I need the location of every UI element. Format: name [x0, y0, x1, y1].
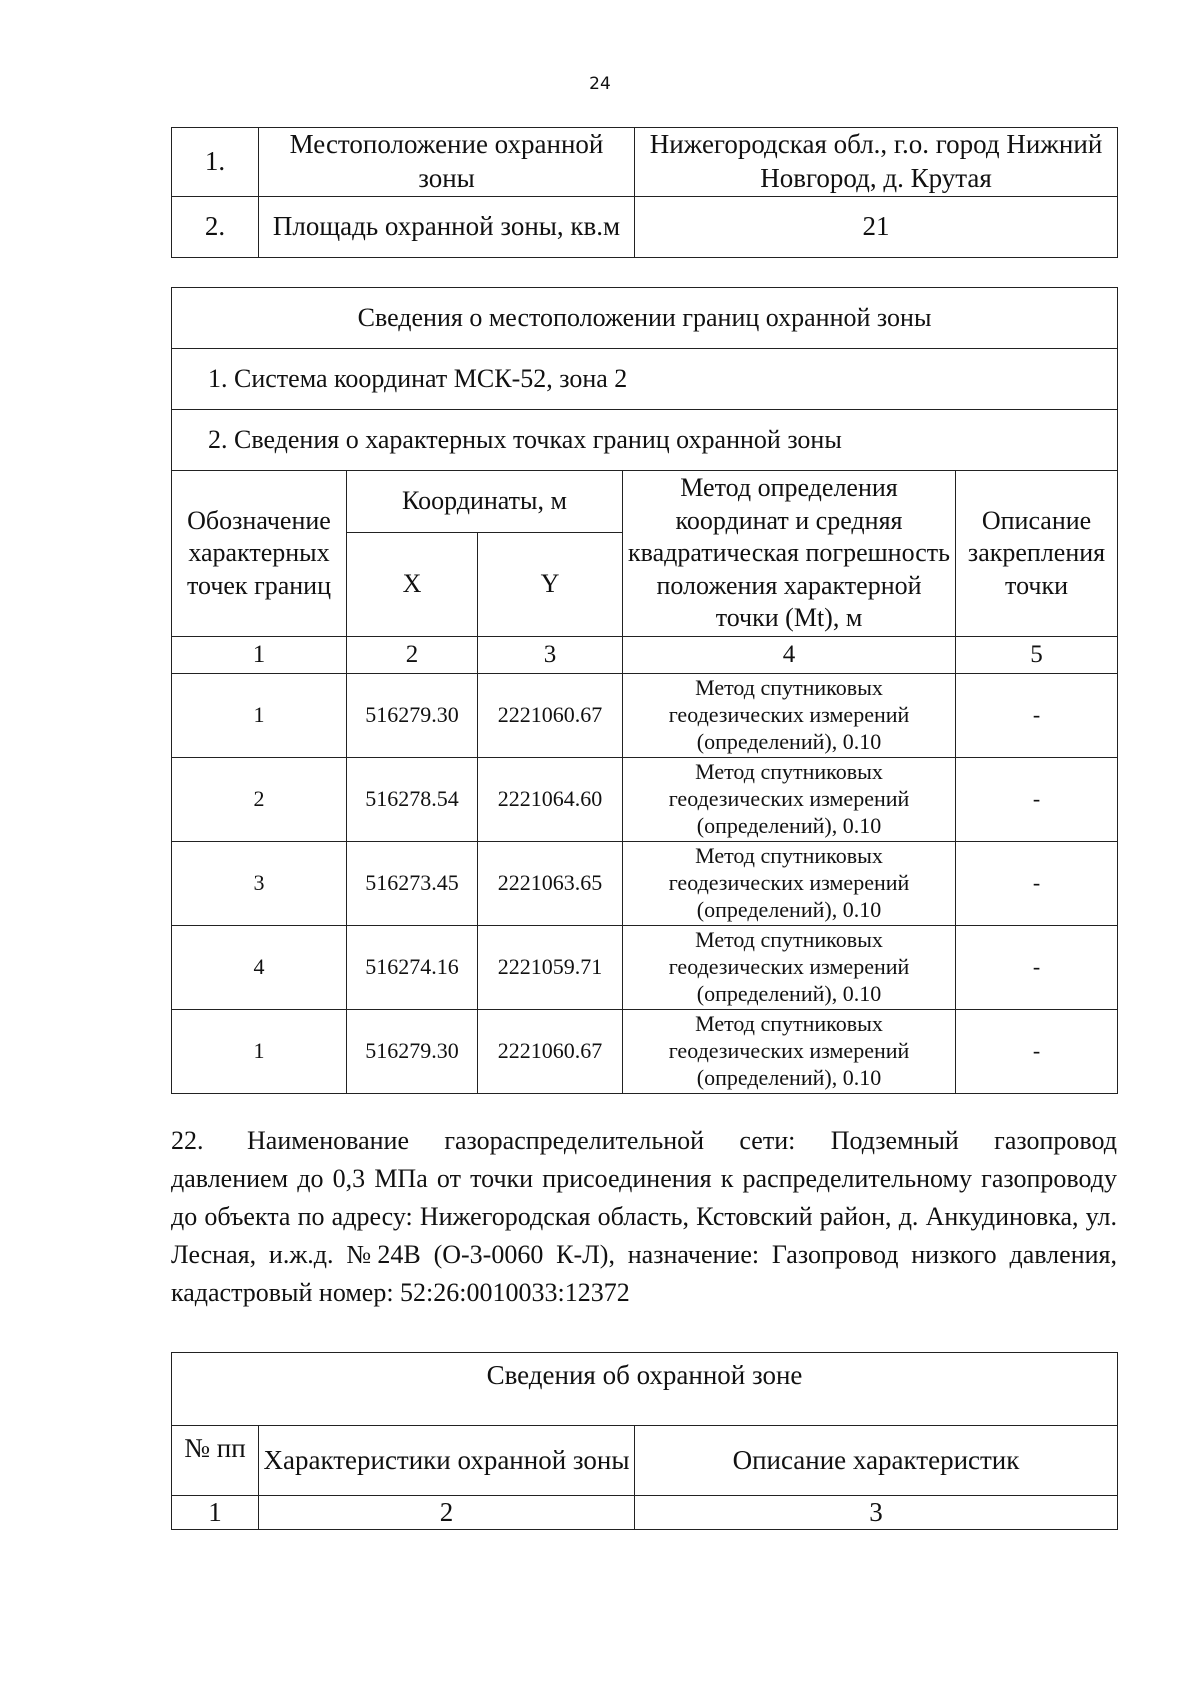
header-method: Метод определения координат и средняя квадратическая погрешность положения характерной точки (Mt), м [623, 471, 956, 637]
description-cell: - [956, 1010, 1118, 1094]
section-number: 22. [171, 1126, 204, 1155]
coord-y: 2221064.60 [478, 758, 623, 842]
description-cell: - [956, 842, 1118, 926]
points-heading: 2. Сведения о характерных точках границ охранной зоны [172, 410, 1118, 471]
description-cell: - [956, 926, 1118, 1010]
table-row [172, 926, 1118, 1010]
row-label: Местоположение охранной зоны [259, 128, 635, 197]
header-number: № пп [172, 1426, 259, 1496]
method-cell: Метод спутниковых геодезических измерений (определений), 0.10 [623, 842, 956, 926]
row-value: Нижегородская обл., г.о. город Нижний Новгород, д. Крутая [635, 128, 1118, 197]
method-cell: Метод спутниковых геодезических измерений (определений), 0.10 [623, 674, 956, 758]
header-x: X [347, 533, 478, 637]
coord-x: 516279.30 [347, 1010, 478, 1094]
table-row [172, 758, 1118, 842]
point-id: 4 [172, 926, 347, 1010]
table-row [172, 410, 1118, 471]
column-number: 3 [478, 637, 623, 674]
boundary-coordinates-table [171, 287, 1118, 1094]
column-header-row [172, 471, 1118, 533]
point-id: 1 [172, 1010, 347, 1094]
method-cell: Метод спутниковых геодезических измерений (определений), 0.10 [623, 926, 956, 1010]
table-row [172, 196, 1118, 257]
header-y: Y [478, 533, 623, 637]
column-number-row [172, 637, 1118, 674]
coord-x: 516274.16 [347, 926, 478, 1010]
header-description: Описание закрепления точки [956, 471, 1118, 637]
row-number: 2. [172, 196, 259, 257]
coord-x: 516278.54 [347, 758, 478, 842]
description-cell: - [956, 758, 1118, 842]
zone-details-table [171, 1352, 1118, 1530]
row-number: 1. [172, 128, 259, 197]
point-id: 1 [172, 674, 347, 758]
section-text: Наименование газораспределительной сети: Подземный газопровод давлением до 0,3 МПа от точки присоединения к распределительному газопроводу до объекта по адресу: Нижегородская область, Кстовский район, д. Анкудиновка, ул. Лесная, и.ж.д. №24В (О-3-0060 К-Л), назначение: Газопровод низкого давления, кадастровый номер: 52:26:0010033:12372 [171, 1126, 1117, 1307]
header-description: Описание характеристик [635, 1426, 1118, 1496]
table-row [172, 674, 1118, 758]
point-id: 3 [172, 842, 347, 926]
column-number: 1 [172, 1496, 259, 1530]
section-22-paragraph [171, 1122, 1117, 1312]
column-number: 2 [347, 637, 478, 674]
method-cell: Метод спутниковых геодезических измерений (определений), 0.10 [623, 1010, 956, 1094]
table-row [172, 842, 1118, 926]
table-row [172, 1010, 1118, 1094]
table-row [172, 128, 1118, 197]
coordinate-system: 1. Система координат МСК-52, зона 2 [172, 349, 1118, 410]
table-title-row [172, 288, 1118, 349]
header-designation: Обозначение характерных точек границ [172, 471, 347, 637]
page-number: 24 [589, 74, 611, 94]
coord-x: 516279.30 [347, 674, 478, 758]
zone-info-table [171, 127, 1118, 258]
header-coordinates: Координаты, м [347, 471, 623, 533]
header-characteristics: Характеристики охранной зоны [259, 1426, 635, 1496]
table-title: Сведения о местоположении границ охранной зоны [172, 288, 1118, 349]
column-header-row [172, 1426, 1118, 1496]
column-number: 4 [623, 637, 956, 674]
method-cell: Метод спутниковых геодезических измерений (определений), 0.10 [623, 758, 956, 842]
column-number: 5 [956, 637, 1118, 674]
table-title-row [172, 1353, 1118, 1426]
coord-x: 516273.45 [347, 842, 478, 926]
row-label: Площадь охранной зоны, кв.м [259, 196, 635, 257]
column-number: 2 [259, 1496, 635, 1530]
table-title: Сведения об охранной зоне [172, 1353, 1118, 1426]
table-row [172, 349, 1118, 410]
column-number: 1 [172, 637, 347, 674]
column-number-row [172, 1496, 1118, 1530]
description-cell: - [956, 674, 1118, 758]
coord-y: 2221063.65 [478, 842, 623, 926]
column-number: 3 [635, 1496, 1118, 1530]
coord-y: 2221060.67 [478, 674, 623, 758]
coord-y: 2221060.67 [478, 1010, 623, 1094]
coord-y: 2221059.71 [478, 926, 623, 1010]
row-value: 21 [635, 196, 1118, 257]
point-id: 2 [172, 758, 347, 842]
